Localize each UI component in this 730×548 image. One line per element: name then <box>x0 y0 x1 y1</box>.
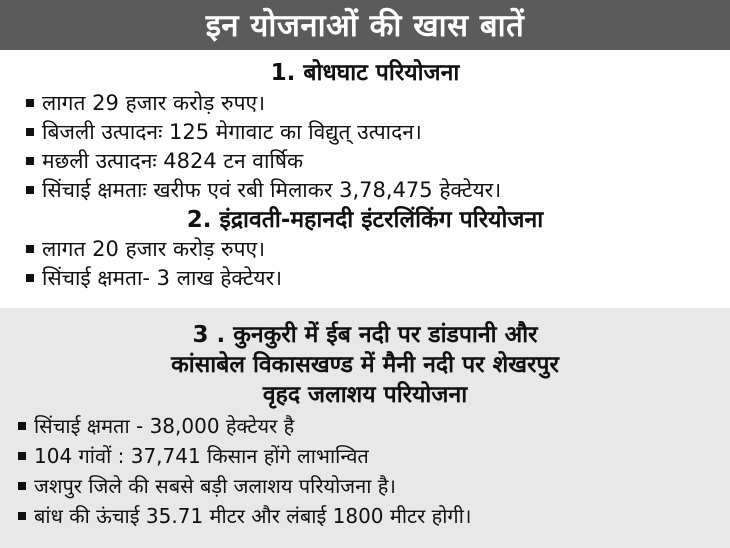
header-banner <box>0 0 730 50</box>
bullet-square-icon <box>26 157 34 165</box>
section-project-3 <box>0 308 730 548</box>
header-title: इन योजनाओं की खास बातें <box>205 8 525 44</box>
list-item <box>18 472 396 500</box>
list-item <box>18 442 369 470</box>
project3-title-line-1: 3 . कुनकुरी में ईब नदी पर डांडपानी और <box>192 322 538 348</box>
project1-title: 1. बोधघाट परियोजना <box>270 60 460 86</box>
list-item-text: लागत 29 हजार करोड़ रुपए। <box>42 91 266 115</box>
list-item <box>26 147 303 175</box>
list-item <box>26 89 265 117</box>
list-item-text: सिंचाई क्षमता- 3 लाख हेक्टेयर। <box>42 266 283 290</box>
list-item <box>26 264 282 292</box>
project2-title: 2. इंद्रावती-महानदी इंटरलिंकिंग परियोजना <box>186 207 544 233</box>
list-item-text: 104 गांवों : 37,741 किसान होंगे लाभान्वित <box>34 444 369 468</box>
bullet-square-icon <box>18 512 26 520</box>
bullet-square-icon <box>18 482 26 490</box>
list-item <box>18 412 294 440</box>
section-projects-1-2 <box>0 52 730 302</box>
bullet-square-icon <box>26 274 34 282</box>
list-item-text: मछली उत्पादनः 4824 टन वार्षिक <box>42 149 304 173</box>
bullet-square-icon <box>26 186 34 194</box>
project3-title-line-3: वृहद जलाशय परियोजना <box>262 382 468 408</box>
list-item-text: सिंचाई क्षमता - 38,000 हेक्टेयर है <box>34 414 295 438</box>
list-item-text: बांध की ऊंचाई 35.71 मीटर और लंबाई 1800 मीटर होगी। <box>34 504 472 528</box>
list-item-text: सिंचाई क्षमताः खरीफ एवं रबी मिलाकर 3,78,475 हेक्टेयर। <box>42 178 502 202</box>
list-item-text: बिजली उत्पादनः 125 मेगावाट का विद्युत् उत्पादन। <box>42 120 422 144</box>
project3-title-line-2: कांसाबेल विकासखण्ड में मैनी नदी पर शेखरपुर <box>171 352 559 378</box>
list-item-text: जशपुर जिले की सबसे बड़ी जलाशय परियोजना है। <box>34 474 396 498</box>
bullet-square-icon <box>18 422 26 430</box>
list-item <box>26 235 265 263</box>
bullet-square-icon <box>18 452 26 460</box>
bullet-square-icon <box>26 99 34 107</box>
bullet-square-icon <box>26 245 34 253</box>
list-item-text: लागत 20 हजार करोड़ रुपए। <box>42 237 266 261</box>
bullet-square-icon <box>26 128 34 136</box>
list-item <box>26 176 501 204</box>
list-item <box>18 502 471 530</box>
list-item <box>26 118 422 146</box>
